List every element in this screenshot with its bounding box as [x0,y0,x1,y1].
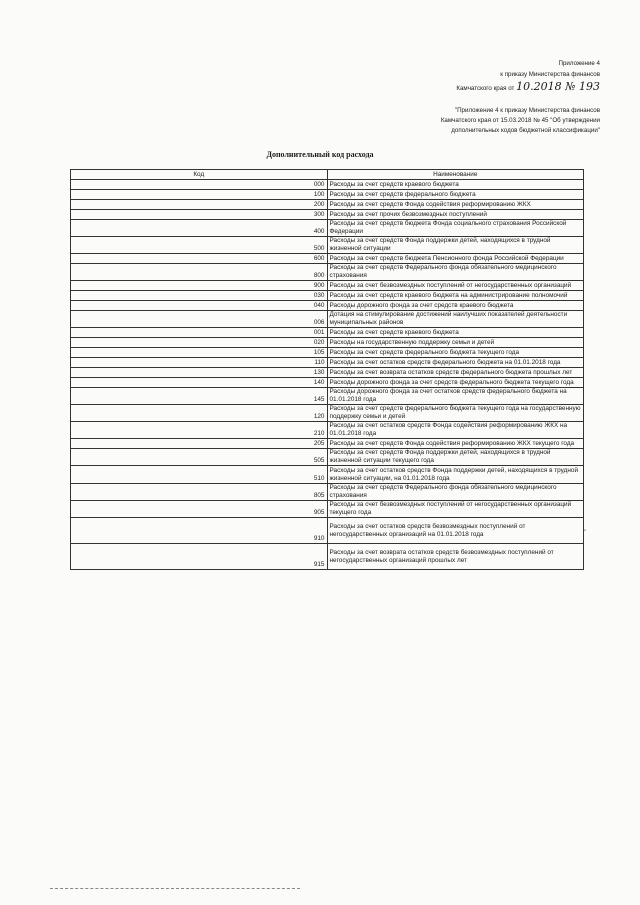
table-body [71,180,587,570]
appendix-number: Приложение 4 [558,60,600,67]
table-row [71,439,584,449]
row-name: Расходы за счет средств краевого бюджета [327,180,584,190]
table-row [71,237,584,254]
table-row [71,348,584,358]
order-reference: к приказу Министерства финансов [500,71,600,78]
row-code: 040 [71,301,328,311]
row-name: Расходы за счет средств федерального бюджета [327,190,584,200]
row-code: 120 [71,405,328,422]
row-name: Расходы за счет средств Федерального фонда обязательного медицинского страхования [327,484,584,501]
row-name: Расходы дорожного фонда за счет средств краевого бюджета [327,301,584,311]
row-name: Расходы за счет безвозмездных поступлений от негосударственных организаций [327,281,584,291]
table-row [71,190,584,200]
row-code: 900 [71,281,328,291]
row-name: Расходы за счет средств Федерального фонда обязательного медицинского страхования [327,264,584,281]
row-name: Расходы за счет средств бюджета Фонда социального страхования Российской Федерации [327,220,584,237]
row-code: 000 [71,180,328,190]
order-date-prefix: Камчатского края от [456,85,515,92]
row-code: 110 [71,358,328,368]
row-name: Расходы за счет прочих безвозмездных поступлений [327,210,584,220]
closing-quote-mark: " [584,530,587,536]
quote-line-3: дополнительных кодов бюджетной классификации" [451,127,600,134]
row-code: 140 [71,378,328,388]
table-row [71,264,584,281]
table-row [71,254,584,264]
row-name: Расходы за счет средств бюджета Пенсионного фонда Российской Федерации [327,254,584,264]
row-code: 500 [71,237,328,254]
footer-divider [50,888,300,889]
row-code: 105 [71,348,328,358]
table-row [71,368,584,378]
row-code: 505 [71,449,328,466]
document-title: Дополнительный код расхода [266,150,374,159]
quote-line-2: Камчатского края от 15.03.2018 № 45 "Об утверждении [440,117,600,124]
table-row [71,328,584,338]
row-name: Расходы за счет средств федерального бюджета текущего года [327,348,584,358]
row-code: 030 [71,291,328,301]
row-code: 600 [71,254,328,264]
row-code: 300 [71,210,328,220]
table-row [71,358,584,368]
table-row [71,220,584,237]
table-row [71,301,584,311]
codes-table [70,169,587,570]
row-name: Расходы на государственную поддержку семьи и детей [327,338,584,348]
table-row [71,338,584,348]
row-name: Расходы за счет средств краевого бюджета на администрирование полномочий [327,291,584,301]
row-name: Расходы за счет средств Фонда поддержки детей, находящихся в трудной жизненной ситуации текущего года [327,449,584,466]
row-code: 400 [71,220,328,237]
row-code: 210 [71,422,328,439]
table-row [71,388,584,405]
handwritten-date: 10.2018 № 193 [516,80,600,93]
row-name: Расходы за счет средств краевого бюджета [327,328,584,338]
row-name: Расходы за счет остатков средств безвозмездных поступлений от негосударственных организаций на 01.01.2018 года [327,518,584,544]
row-code: 800 [71,264,328,281]
row-code: 510 [71,466,328,484]
row-code: 910 [71,518,328,544]
row-name: Расходы за счет возврата остатков средств федерального бюджета прошлых лет [327,368,584,378]
row-code: 905 [71,501,328,518]
row-name: Дотация на стимулирование достижений наилучших показателей деятельности муниципальных районов [327,311,584,328]
row-code: 145 [71,388,328,405]
table-row [71,378,584,388]
table-row [71,281,584,291]
table-row [71,544,584,570]
row-name: Расходы за счет средств Фонда поддержки детей, находящихся в трудной жизненной ситуации [327,237,584,254]
row-name: Расходы за счет безвозмездных поступлений от негосударственных организаций текущего года [327,501,584,518]
table-row [71,311,584,328]
row-code: 130 [71,368,328,378]
table-row [71,518,584,544]
row-code: 805 [71,484,328,501]
table-row [71,466,584,484]
table-row [71,200,584,210]
row-code: 205 [71,439,328,449]
row-name: Расходы за счет средств Фонда содействия реформированию ЖКХ [327,200,584,210]
table-header-row [71,170,584,180]
column-header-code: Код [71,170,328,180]
row-code: 200 [71,200,328,210]
row-name: Расходы за счет остатков средств федерального бюджета на 01.01.2018 года [327,358,584,368]
row-code: 100 [71,190,328,200]
row-code: 006 [71,311,328,328]
table-row [71,291,584,301]
order-date-line [456,80,600,93]
table-row [71,422,584,439]
row-code: 915 [71,544,328,570]
row-code: 001 [71,328,328,338]
row-name: Расходы дорожного фонда за счет остатков средств федерального бюджета на 01.01.2018 года [327,388,584,405]
row-name: Расходы за счет средств Фонда содействия реформированию ЖКХ текущего года [327,439,584,449]
table-row [71,210,584,220]
table-row [71,501,584,518]
table-row [71,484,584,501]
row-code: 020 [71,338,328,348]
table-row [71,180,584,190]
row-name: Расходы за счет возврата остатков средств безвозмездных поступлений от негосударственных организаций прошлых лет [327,544,584,570]
row-name: Расходы дорожного фонда за счет средств федерального бюджета текущего года [327,378,584,388]
table-row [71,405,584,422]
quote-line-1: "Приложение 4 к приказу Министерства финансов [454,107,600,114]
row-name: Расходы за счет остатков средств Фонда содействия реформированию ЖКХ на 01.01.2018 года [327,422,584,439]
row-name: Расходы за счет средств федерального бюджета текущего года на государственную поддержку семьи и детей [327,405,584,422]
row-name: Расходы за счет остатков средств Фонда поддержки детей, находящихся в трудной жизненной ситуации, на 01.01.2018 года [327,466,584,484]
column-header-name: Наименование [327,170,584,180]
table-row [71,449,584,466]
